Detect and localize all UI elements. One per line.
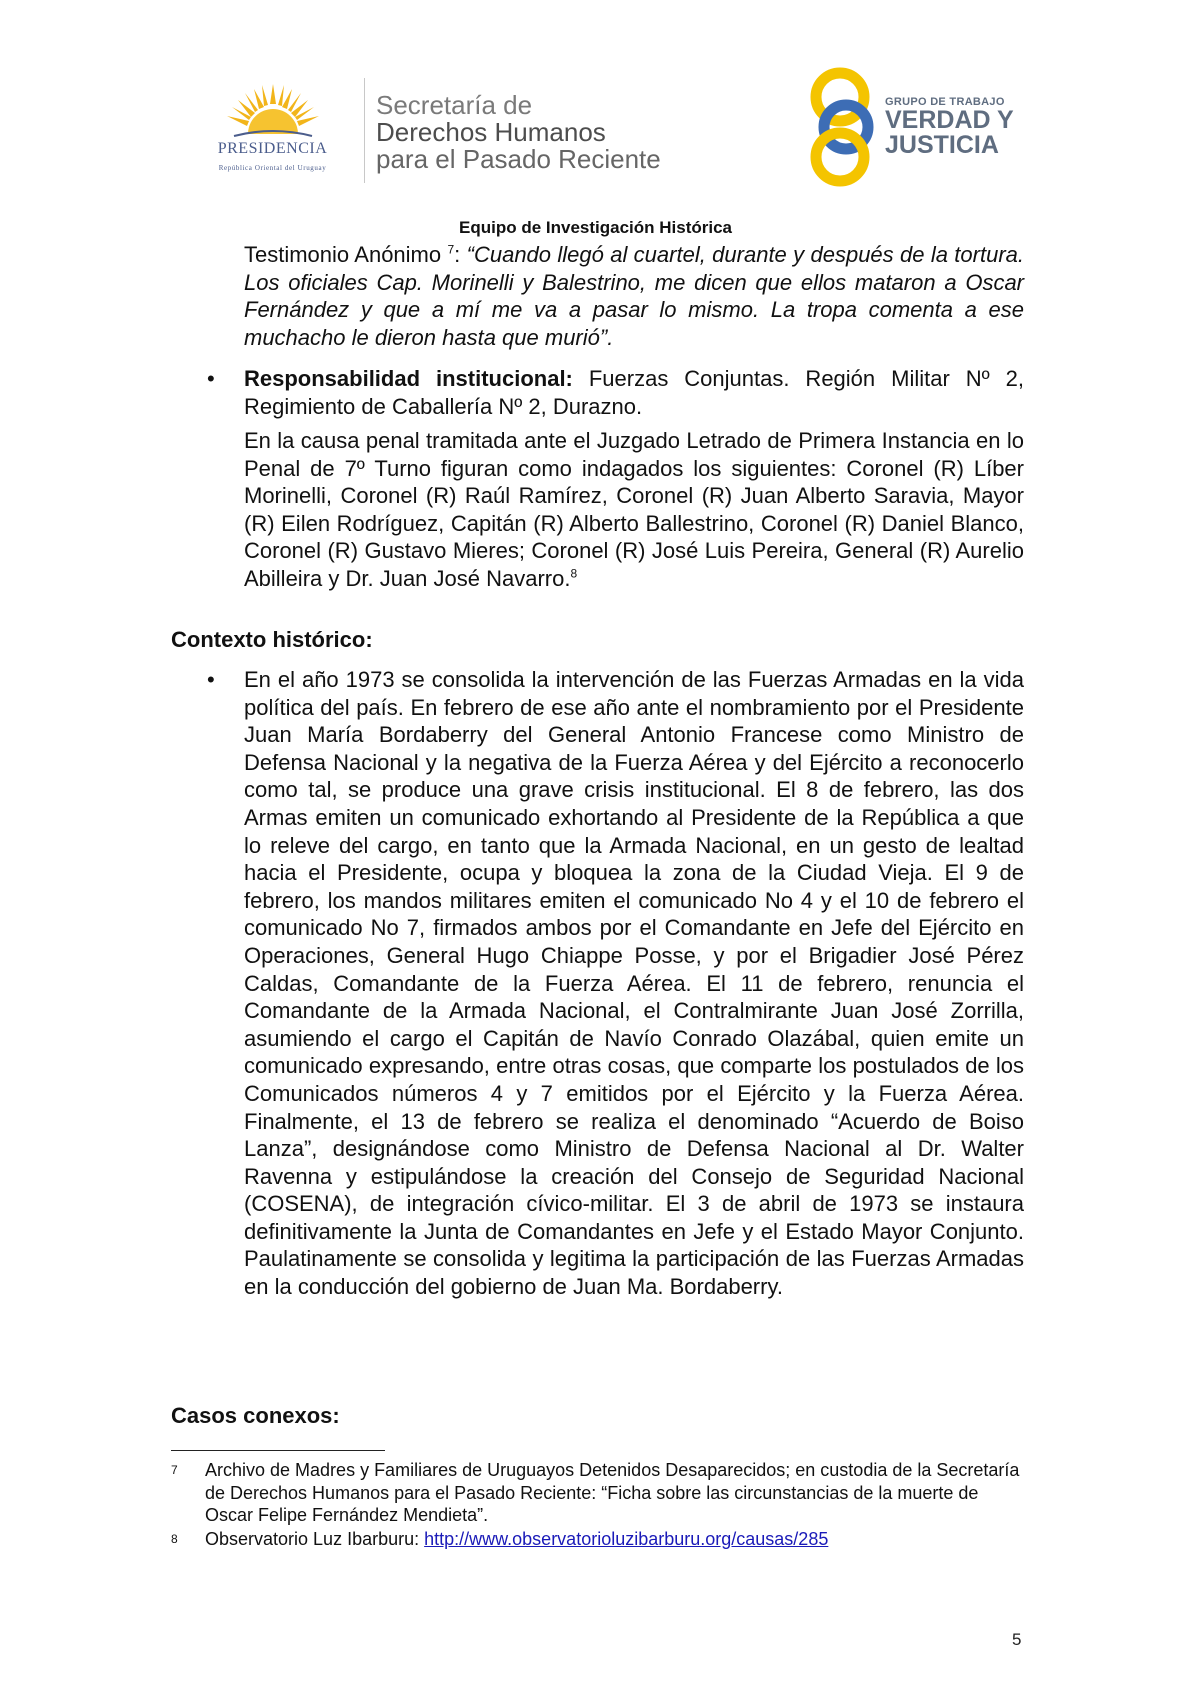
secretaria-title [376, 92, 661, 173]
footnote-ref-7[interactable]: 7 [447, 242, 455, 257]
causa-paragraph [244, 427, 1024, 593]
footnote-7 [171, 1459, 1024, 1527]
presidencia-logo [190, 82, 355, 182]
causa-text: En la causa penal tramitada ante el Juzgado Letrado de Primera Instancia en lo Penal de 7º Turno figuran como indagados los siguientes: Coronel (R) Líber Morinelli, Coronel (R) Raúl Ramírez, Coronel (R) Juan Alberto Saravia, Mayor (R) Eilen Rodríguez, Capitán (R) Alberto Ballestrino, Coronel (R) Daniel Blanco, Coronel (R) Gustavo Mieres; Coronel (R) José Luis Pereira, General (R) Aurelio Abilleira y Dr. Juan José Navarro. [244, 428, 1024, 591]
responsabilidad-paragraph [244, 365, 1024, 420]
grupo-line-2: VERDAD Y [885, 106, 1014, 134]
casos-heading: Casos conexos: [171, 1403, 340, 1428]
contexto-heading: Contexto histórico: [171, 627, 373, 652]
testimony-paragraph [244, 241, 1024, 351]
presidencia-name: PRESIDENCIA [217, 140, 328, 157]
footnote-8-link[interactable]: http://www.observatorioluzibarburu.org/causas/285 [424, 1529, 829, 1549]
header-divider [364, 78, 365, 183]
responsabilidad-text: Fuerzas Conjuntas. Región Militar Nº 2, Regimiento de Caballería Nº 2, Durazno. [244, 366, 1024, 419]
testimony-colon: : [454, 242, 467, 267]
testimony-label: Testimonio Anónimo [244, 242, 448, 267]
page-number: 5 [1012, 1630, 1022, 1649]
bullet-responsabilidad: • [207, 366, 215, 391]
footnote-8-number: 8 [171, 1532, 178, 1546]
contexto-paragraph: En el año 1973 se consolida la intervención de las Fuerzas Armadas en la vida política del país. En febrero de ese año ante el nombramiento por el Presidente Juan María Bordaberry del General Antonio Francese como Ministro de Defensa Nacional y la negativa de la Fuerza Aérea y del Ejército a reconocerlo como tal, se produce una grave crisis institucional. El 8 de febrero, las dos Armas emiten un comunicado exhortando al Presidente de la República a que lo releve del cargo, en tanto que la Armada Nacional, en un gesto de lealtad hacia el Presidente, ocupa y bloquea la zona de la Ciudad Vieja. El 9 de febrero, los mandos militares emiten el comunicado No 4 y el 10 de febrero el comunicado No 7, firmados ambos por el Comandante en Jefe del Ejército en Operaciones, General Hugo Chiappe Posse, y por el Brigadier José Pérez Caldas, Comandante de la Fuerza Aérea. El 11 de febrero, renuncia el Comandante de la Armada Nacional, el Contralmirante Juan José Zorrilla, asumiendo el cargo el Capitán de Navío Conrado Olazábal, quien emite un comunicado expresando, entre otras cosas, que comparte los postulados de los Comunicados números 4 y 7 emitidos por el Ejército y la Fuerza Aérea. Finalmente, el 13 de febrero se realiza el denominado “Acuerdo de Boiso Lanza”, designándose como Ministro de Defensa Nacional al Dr. Walter Ravenna y estipulándose la creación del Consejo de Seguridad Nacional (COSENA), de integración cívico-militar. El 3 de abril de 1973 se instaura definitivamente la Junta de Comandantes en Jefe y el Estado Mayor Conjunto. Paulatinamente se consolida y legitima la participación de las Fuerzas Armadas en la conducción del gobierno de Juan Ma. Bordaberry. [244, 667, 1024, 1300]
grupo-trabajo-wordmark [885, 96, 1014, 158]
footnote-separator [171, 1450, 385, 1451]
testimony-quote: “Cuando llegó al cuartel, durante y después de la tortura. Los oficiales Cap. Morinelli y Balestrino, me dicen que ellos mataron a Oscar Fernández y que a mí me va a pasar lo mismo. La tropa comenta a ese muchacho le dieron hasta que murió”. [244, 242, 1025, 350]
footnote-ref-8[interactable]: 8 [570, 566, 578, 581]
responsabilidad-label: Responsabilidad institucional: [244, 366, 573, 391]
secretaria-line-3: para el Pasado Reciente [376, 144, 661, 174]
footnote-7-number: 7 [171, 1463, 178, 1477]
footnote-7-text: Archivo de Madres y Familiares de Uruguayos Detenidos Desaparecidos; en custodia de la Secretaría de Derechos Humanos para el Pasado Reciente: “Ficha sobre las circunstancias de la muerte de Oscar Felipe Fernández Mendieta”. [205, 1460, 1020, 1525]
grupo-line-3: JUSTICIA [885, 131, 999, 159]
footnote-8-text: Observatorio Luz Ibarburu: [205, 1529, 425, 1549]
team-title: Equipo de Investigación Histórica [459, 218, 732, 237]
presidencia-subtitle: República Oriental del Uruguay [218, 164, 327, 172]
page-header [0, 0, 1191, 237]
secretaria-line-1: Secretaría de [376, 90, 533, 120]
grupo-line-1: GRUPO DE TRABAJO [885, 96, 1005, 108]
footnote-8-body [205, 1528, 1024, 1551]
footnote-8 [171, 1528, 1024, 1551]
secretaria-line-2: Derechos Humanos [376, 117, 606, 147]
sun-emblem-icon [224, 82, 322, 142]
bullet-contexto: • [207, 667, 215, 692]
